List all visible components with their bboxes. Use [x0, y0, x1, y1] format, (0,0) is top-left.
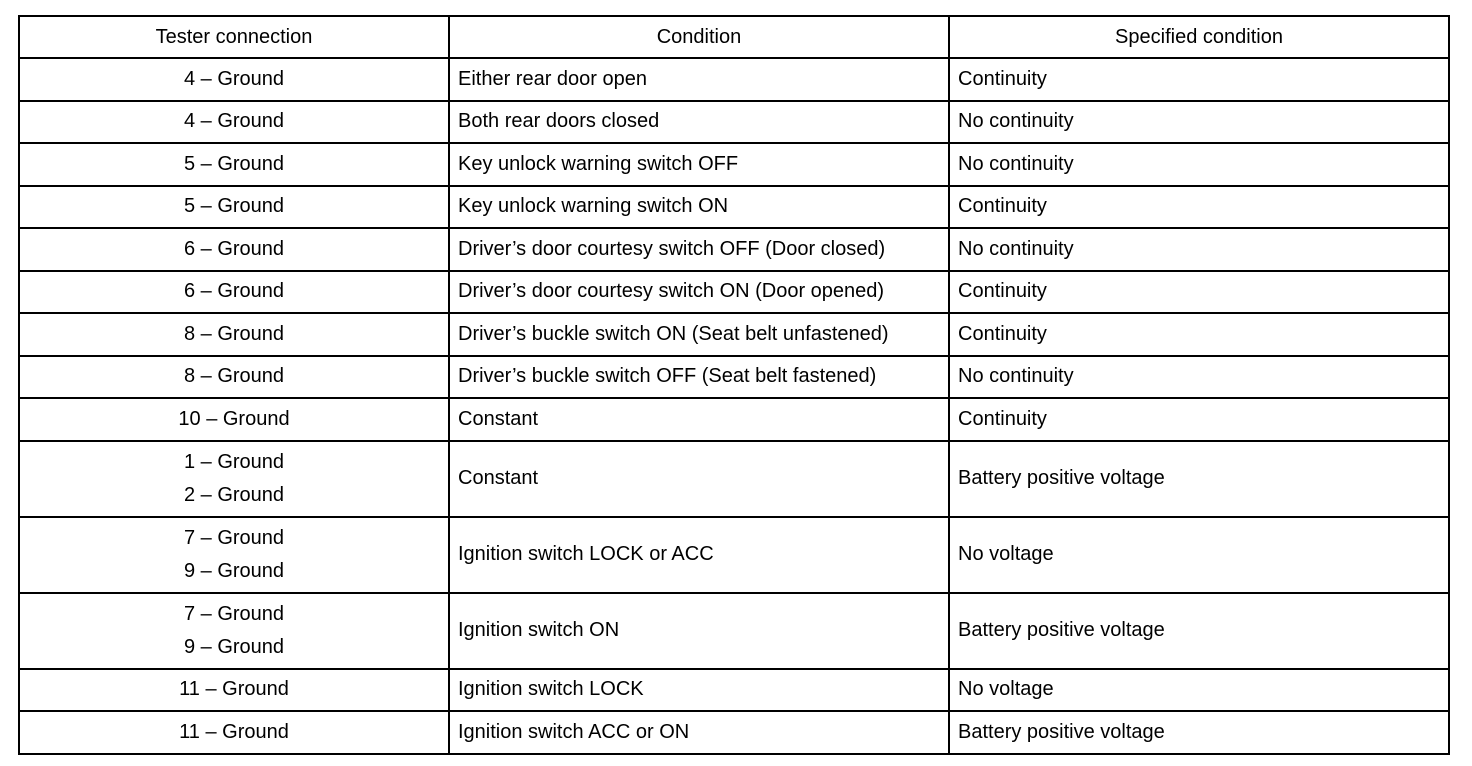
table-row — [19, 58, 1449, 101]
header-condition: Condition — [449, 16, 949, 58]
condition-cell: Constant — [449, 441, 949, 517]
tester-cell — [19, 441, 449, 517]
specified-cell: Continuity — [949, 313, 1449, 356]
specified-cell: No continuity — [949, 228, 1449, 271]
condition-cell: Ignition switch ON — [449, 593, 949, 669]
tester-value: 7 – Ground — [183, 526, 285, 549]
specified-cell: Continuity — [949, 186, 1449, 229]
condition-cell: Ignition switch LOCK or ACC — [449, 517, 949, 593]
table-row — [19, 593, 1449, 669]
tester-value: 4 – Ground — [183, 67, 285, 90]
tester-value: 6 – Ground — [183, 280, 285, 303]
tester-cell — [19, 271, 449, 314]
tester-cell — [19, 711, 449, 754]
condition-cell: Driver’s door courtesy switch ON (Door opened) — [449, 271, 949, 314]
header-tester-connection: Tester connection — [19, 16, 449, 58]
specified-cell: No continuity — [949, 101, 1449, 144]
tester-value: 10 – Ground — [178, 407, 290, 430]
tester-cell — [19, 313, 449, 356]
condition-cell: Ignition switch ACC or ON — [449, 711, 949, 754]
table-row — [19, 398, 1449, 441]
specified-cell: Battery positive voltage — [949, 593, 1449, 669]
table-row — [19, 711, 1449, 754]
tester-value: 8 – Ground — [183, 322, 285, 345]
condition-cell: Either rear door open — [449, 58, 949, 101]
specified-cell: No continuity — [949, 356, 1449, 399]
tester-value: 5 – Ground — [183, 152, 285, 175]
tester-value: 7 – Ground — [183, 602, 285, 625]
tester-value: 9 – Ground — [183, 635, 285, 658]
tester-value: 11 – Ground — [179, 720, 289, 743]
tester-cell — [19, 228, 449, 271]
specified-cell: Continuity — [949, 271, 1449, 314]
tester-value: 5 – Ground — [183, 195, 285, 218]
tester-cell — [19, 186, 449, 229]
table-row — [19, 441, 1449, 517]
table-row — [19, 186, 1449, 229]
condition-cell: Driver’s buckle switch ON (Seat belt unfastened) — [449, 313, 949, 356]
specified-cell: Continuity — [949, 58, 1449, 101]
table-row — [19, 143, 1449, 186]
condition-cell: Driver’s buckle switch OFF (Seat belt fastened) — [449, 356, 949, 399]
tester-cell — [19, 593, 449, 669]
specified-cell: Continuity — [949, 398, 1449, 441]
tester-cell — [19, 398, 449, 441]
condition-cell: Ignition switch LOCK — [449, 669, 949, 712]
tester-cell — [19, 143, 449, 186]
specified-cell: Battery positive voltage — [949, 711, 1449, 754]
table-row — [19, 356, 1449, 399]
specified-cell: Battery positive voltage — [949, 441, 1449, 517]
table-row — [19, 228, 1449, 271]
tester-value: 2 – Ground — [183, 483, 285, 506]
table-row — [19, 669, 1449, 712]
table-row — [19, 101, 1449, 144]
table-row — [19, 517, 1449, 593]
tester-cell — [19, 517, 449, 593]
specified-cell: No continuity — [949, 143, 1449, 186]
tester-cell — [19, 101, 449, 144]
tester-cell — [19, 356, 449, 399]
condition-cell: Both rear doors closed — [449, 101, 949, 144]
tester-connection-table — [18, 15, 1450, 755]
specified-cell: No voltage — [949, 517, 1449, 593]
tester-value: 9 – Ground — [183, 559, 285, 582]
table-row — [19, 313, 1449, 356]
header-specified-condition: Specified condition — [949, 16, 1449, 58]
condition-cell: Key unlock warning switch OFF — [449, 143, 949, 186]
header-row — [19, 16, 1449, 58]
tester-value: 1 – Ground — [183, 450, 285, 473]
tester-cell — [19, 669, 449, 712]
specified-cell: No voltage — [949, 669, 1449, 712]
condition-cell: Driver’s door courtesy switch OFF (Door closed) — [449, 228, 949, 271]
condition-cell: Key unlock warning switch ON — [449, 186, 949, 229]
condition-cell: Constant — [449, 398, 949, 441]
tester-value: 11 – Ground — [179, 678, 289, 701]
tester-cell — [19, 58, 449, 101]
tester-value: 6 – Ground — [183, 237, 285, 260]
tester-value: 8 – Ground — [183, 365, 285, 388]
table-row — [19, 271, 1449, 314]
tester-value: 4 – Ground — [183, 110, 285, 133]
